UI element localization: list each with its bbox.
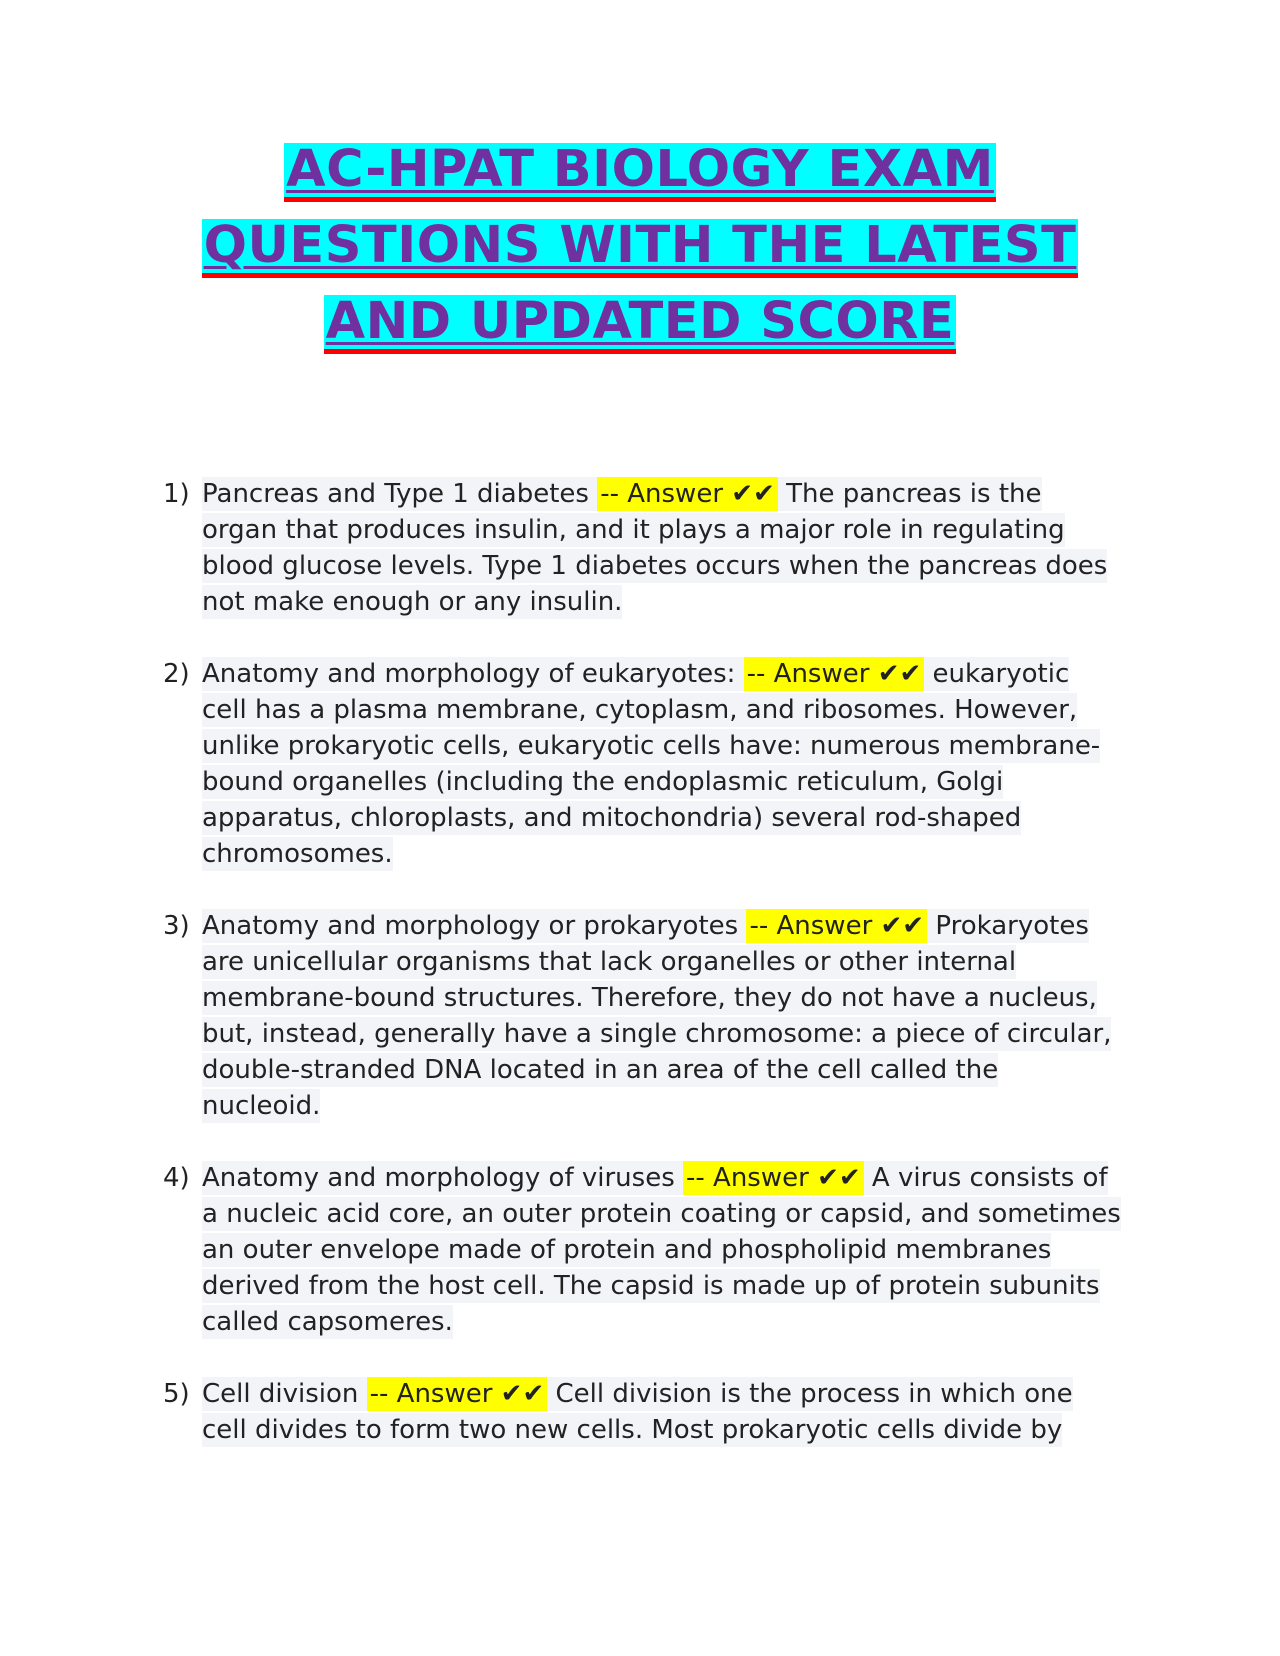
answer-marker: -- Answer ✔✔ — [597, 477, 778, 511]
list-item — [0, 476, 1280, 620]
list-item — [0, 1160, 1280, 1340]
answer-text: A virus consists of a nucleic acid core, an outer protein coating or capsid, and sometimes an outer envelope made of protein and phospholipid membranes derived from the host cell. The capsid is made up of protein subunits called capsomeres. — [202, 1163, 1121, 1337]
item-text — [202, 476, 1122, 620]
answer-marker: -- Answer ✔✔ — [746, 909, 927, 943]
item-number: 4) — [163, 1163, 190, 1193]
answer-text: eukaryotic cell has a plasma membrane, cytoplasm, and ribosomes. However, unlike prokaryotic cells, eukaryotic cells have: numerous membrane-bound organelles (including the endoplasmic reticulum, Golgi apparatus, chloroplasts, and mitochondria) several rod-shaped chromosomes. — [202, 659, 1101, 869]
question-list — [0, 476, 1280, 1484]
item-text — [202, 1160, 1122, 1340]
item-number: 2) — [163, 659, 190, 689]
answer-marker: -- Answer ✔✔ — [744, 657, 925, 691]
question-text: Anatomy and morphology or prokaryotes — [202, 911, 739, 941]
item-text — [202, 1376, 1122, 1448]
item-number: 1) — [163, 479, 190, 509]
list-item — [0, 656, 1280, 872]
item-number: 5) — [163, 1379, 190, 1409]
question-text: Pancreas and Type 1 diabetes — [202, 479, 589, 509]
answer-marker: -- Answer ✔✔ — [367, 1377, 548, 1411]
item-text — [202, 908, 1122, 1124]
question-text: Cell division — [202, 1379, 359, 1409]
item-number: 3) — [163, 911, 190, 941]
answer-marker: -- Answer ✔✔ — [683, 1161, 864, 1195]
answer-text: Cell division is the process in which one cell divides to form two new cells. Most prokaryotic cells divide by — [202, 1379, 1073, 1445]
title-line-3: AND UPDATED SCORE — [324, 295, 957, 354]
list-item — [0, 1376, 1280, 1448]
list-item — [0, 908, 1280, 1124]
title-line-1: AC-HPAT BIOLOGY EXAM — [284, 143, 996, 202]
item-text — [202, 656, 1122, 872]
answer-text: The pancreas is the organ that produces insulin, and it plays a major role in regulating blood glucose levels. Type 1 diabetes occurs when the pancreas does not make enough or any insulin. — [202, 479, 1108, 617]
question-text: Anatomy and morphology of eukaryotes: — [202, 659, 736, 689]
document-title — [0, 140, 1280, 371]
answer-text: Prokaryotes are unicellular organisms that lack organelles or other internal membrane-bound structures. Therefore, they do not have a nucleus, but, instead, generally have a single chromosome: a piece of circular, double-stranded DNA located in an area of the cell called the nucleoid. — [202, 911, 1112, 1121]
title-line-2: QUESTIONS WITH THE LATEST — [202, 219, 1079, 278]
question-text: Anatomy and morphology of viruses — [202, 1163, 675, 1193]
